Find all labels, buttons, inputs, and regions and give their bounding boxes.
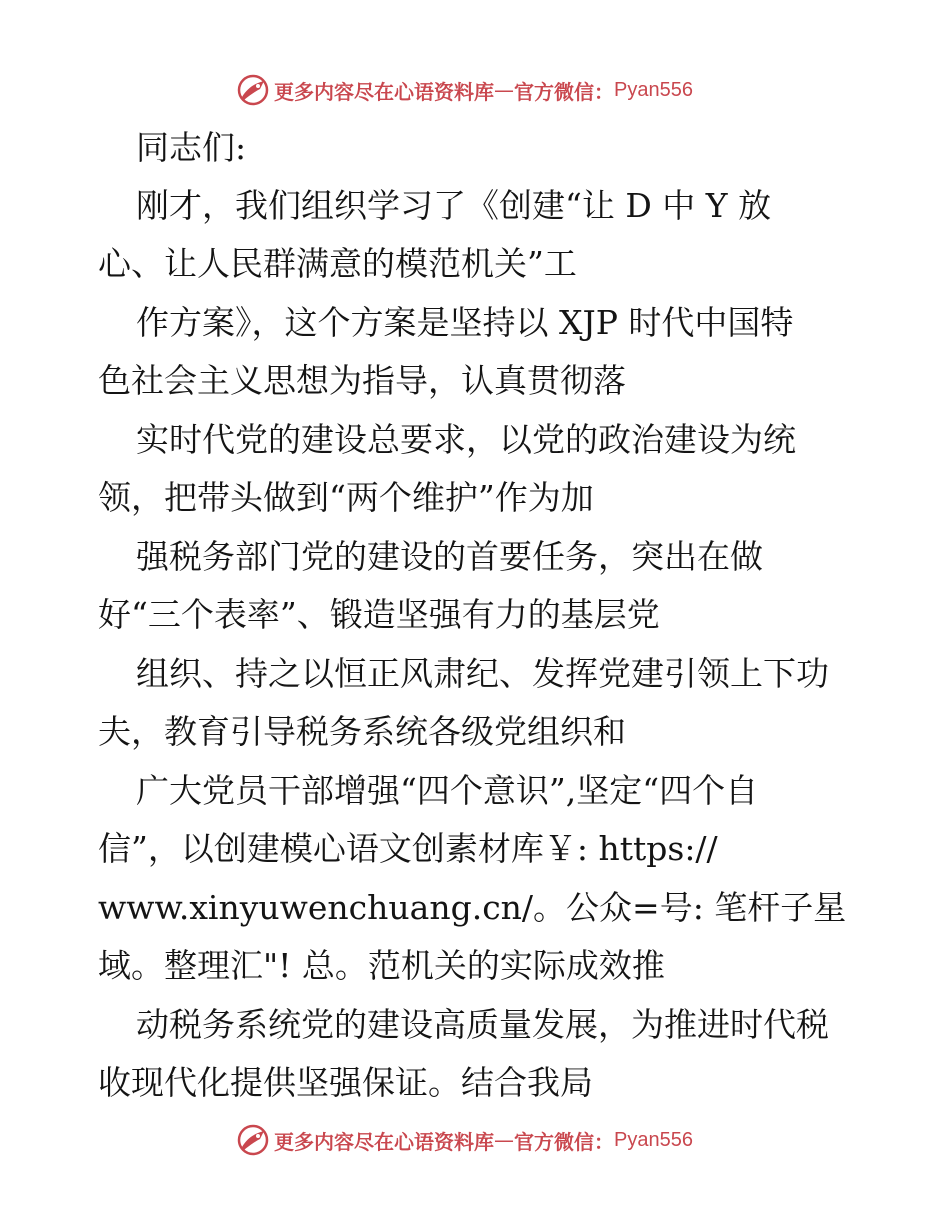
watermark-official-label: 官方微信： [514,1129,614,1154]
watermark-wechat-id: Pyan556 [614,78,693,101]
text-line: 夫，教育引导税务系统各级党组织和 [98,712,626,751]
text-line: 收现代化提供坚强保证。结合我局 [98,1063,593,1102]
text-line: 色社会主义思想为指导，认真贯彻落 [98,361,626,400]
footer-watermark [236,1122,693,1158]
text-line: 实时代党的建设总要求，以党的政治建设为统 [136,420,796,459]
text-line: 领，把带头做到“两个维护”作为加 [98,478,594,517]
text-line: 作方案》，这个方案是坚持以 XJP 时代中国特 [136,303,794,342]
text-line: 刚才，我们组织学习了《创建“让 D 中 Y 放 [136,186,772,225]
text-line: 强税务部门党的建设的首要任务，突出在做 [136,537,763,576]
text-line: 好“三个表率”、锻造坚强有力的基层党 [98,595,660,634]
text-line: 组织、持之以恒正风肃纪、发挥党建引领上下功 [136,654,829,693]
watermark-official-label: 官方微信： [514,79,614,104]
text-line: 信”，以创建模心语文创素材库￥: https:// [98,829,718,868]
watermark-dash: — [494,1128,514,1152]
text-line: 域。整理汇"! 总。范机关的实际成效推 [98,946,665,985]
text-line: 广大党员干部增强“四个意识”,坚定“四个自 [136,771,759,810]
ink-pen-logo-icon [236,73,270,107]
watermark-site-name: 更多内容尽在心语资料库 [274,1129,494,1154]
text-line: 动税务系统党的建设高质量发展，为推进时代税 [136,1005,829,1044]
header-watermark [236,72,693,108]
watermark-dash: — [494,78,514,102]
text-line: 心、让人民群满意的模范机关”工 [98,244,577,283]
watermark-wechat-id: Pyan556 [614,1128,693,1151]
ink-pen-logo-icon [236,1123,270,1157]
watermark-site-name: 更多内容尽在心语资料库 [274,79,494,104]
text-line: 同志们: [136,128,247,167]
text-line: www.xinyuwenchuang.cn/。公众=号: 笔杆子星 [98,888,847,927]
